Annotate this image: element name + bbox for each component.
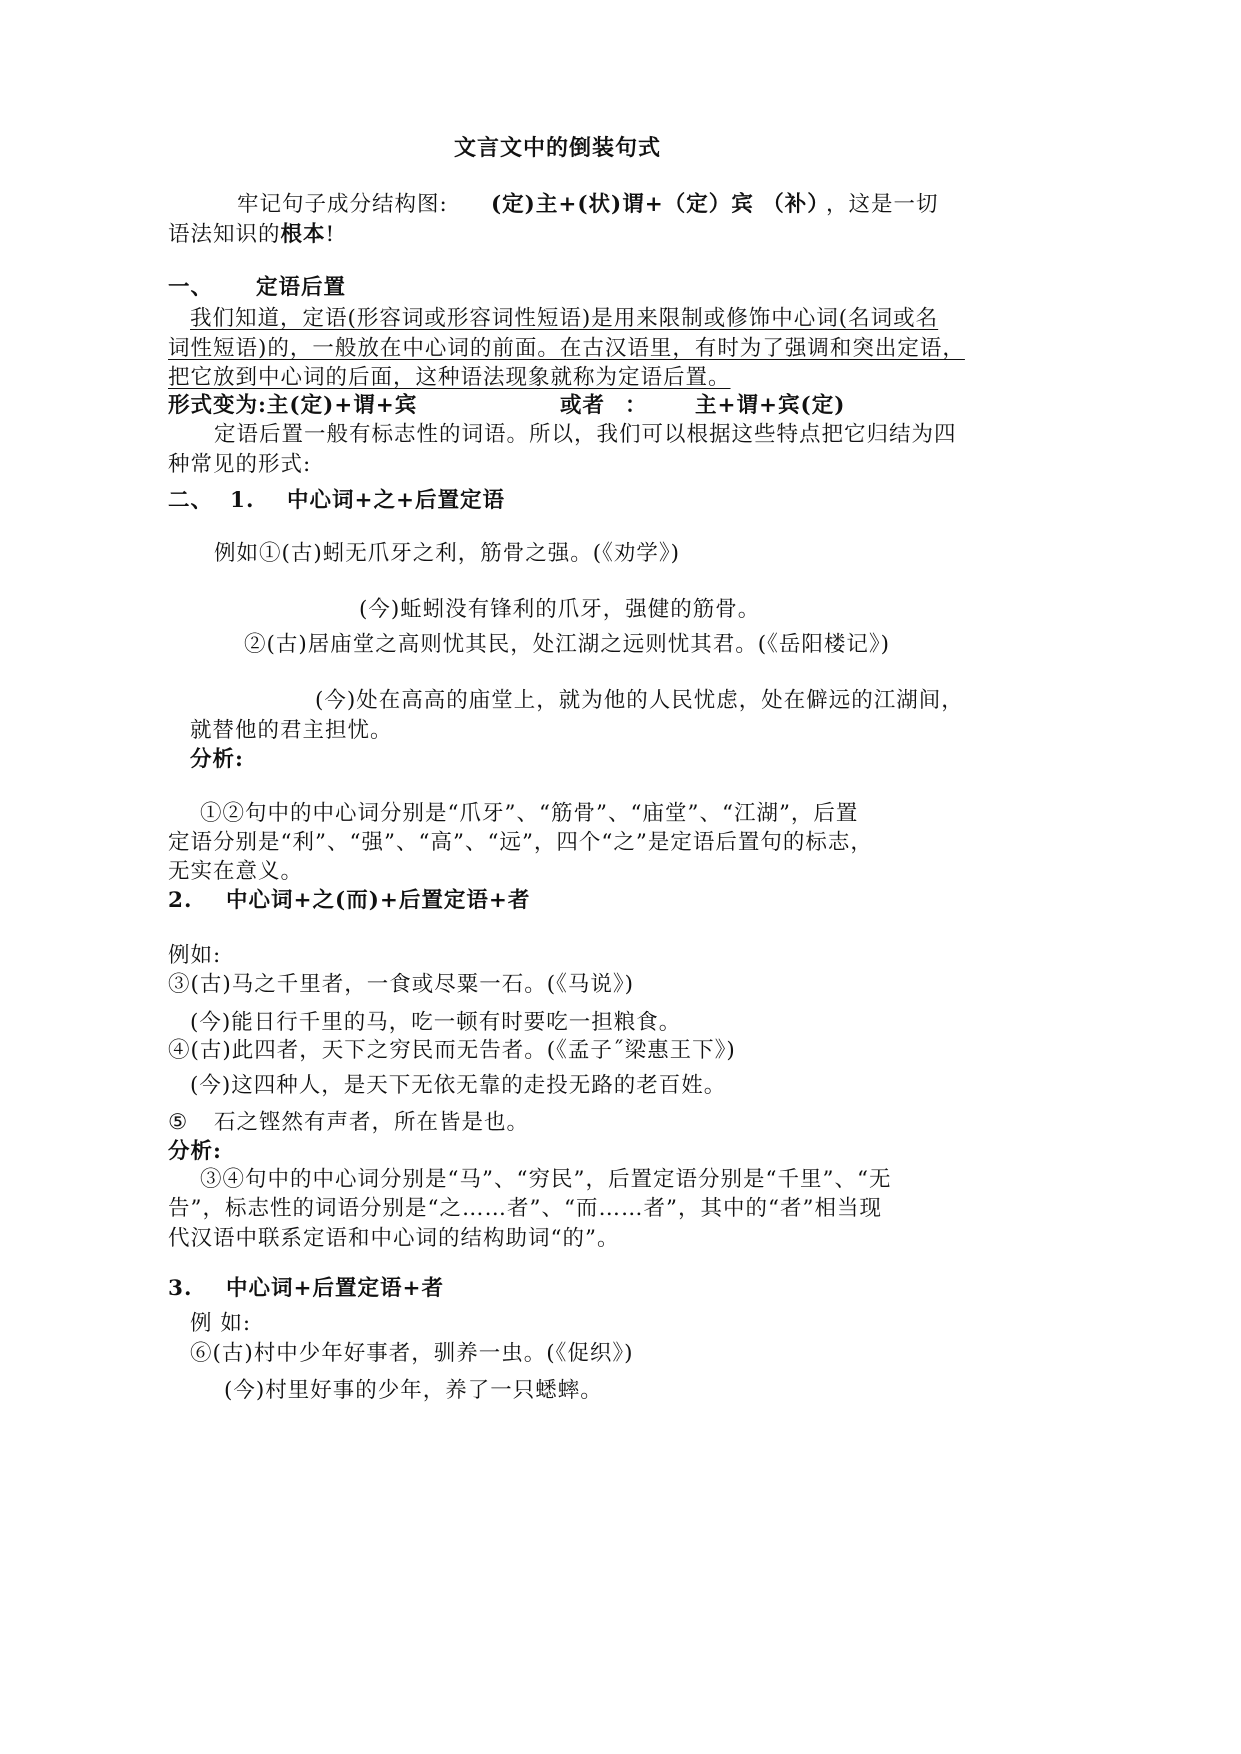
subsection-number: 3.: [168, 1276, 193, 1301]
intro-text-span: !: [325, 222, 336, 247]
example-number: ⑤: [168, 1110, 189, 1135]
subsection-number: 1.: [230, 488, 255, 513]
analysis-label: 分析:: [190, 747, 244, 772]
definition-line: 词性短语)的，一般放在中心词的前面。在古汉语里，有时为了强调和突出定语，: [168, 336, 965, 361]
subsection-heading: 中心词+后置定语+者: [226, 1276, 445, 1301]
example-modern: (今)这四种人，是天下无依无靠的走投无路的老百姓。: [190, 1073, 727, 1098]
example-ancient: 例如①(古)蚓无爪牙之利，筋骨之强。(《劝学》): [214, 541, 681, 566]
example-ancient: ③(古)马之千里者，一食或尽粟一石。(《马说》): [168, 972, 635, 997]
intro-text: [168, 220, 335, 250]
form-colon: ：: [625, 393, 648, 418]
example-label: 例 如:: [190, 1311, 252, 1336]
form-variant: 主+谓+宾(定): [695, 393, 846, 418]
analysis-line: 代汉语中联系定语和中心词的结构助词“的”。: [168, 1226, 620, 1251]
intro-bold-text: 根本: [280, 222, 326, 247]
subsection-heading: 中心词+之(而)+后置定语+者: [226, 888, 531, 913]
subsection-heading: 中心词+之+后置定语: [287, 488, 506, 513]
example-modern: (今)村里好事的少年，养了一只蟋蟀。: [224, 1378, 603, 1403]
example-ancient: 石之铿然有声者，所在皆是也。: [214, 1110, 530, 1135]
analysis-line: ①②句中的中心词分别是“爪牙”、“筋骨”、“庙堂”、“江湖”，后置: [200, 801, 859, 826]
example-ancient: ④(古)此四者，天下之穷民而无告者。(《孟子˝梁惠王下》): [168, 1038, 736, 1063]
analysis-line: 告”，标志性的词语分别是“之……者”、“而……者”，其中的“者”相当现: [168, 1196, 882, 1221]
note-line: 种常见的形式:: [168, 452, 312, 477]
intro-text-span: 语法知识的: [168, 222, 281, 247]
analysis-line: ③④句中的中心词分别是“马”、“穷民”，后置定语分别是“千里”、“无: [200, 1167, 892, 1192]
example-modern: 就替他的君主担忧。: [190, 718, 393, 743]
example-ancient: ②(古)居庙堂之高则忧其民，处江湖之远则忧其君。(《岳阳楼记》): [244, 632, 891, 657]
example-modern: (今)处在高高的庙堂上，就为他的人民忧虑，处在僻远的江湖间，: [315, 688, 964, 713]
form-variant: 形式变为:主(定)+谓+宾: [168, 393, 418, 418]
sentence-structure-formula: (定)主+(状)谓+（定）宾 （补）: [491, 192, 830, 217]
analysis-label: 分析:: [168, 1139, 222, 1164]
example-ancient: ⑥(古)村中少年好事者，驯养一虫。(《促织》): [190, 1341, 634, 1366]
section-number: 二、: [168, 488, 214, 513]
note-line: 定语后置一般有标志性的词语。所以，我们可以根据这些特点把它归结为四: [214, 422, 957, 447]
section-heading: 定语后置: [256, 275, 347, 300]
definition-line: 把它放到中心词的后面，这种语法现象就称为定语后置。: [168, 365, 731, 390]
page-title: 文言文中的倒装句式: [454, 135, 662, 161]
intro-text: 牢记句子成分结构图:: [237, 192, 448, 217]
definition-line: 我们知道，定语(形容词或形容词性短语)是用来限制或修饰中心词(名词或名: [190, 306, 939, 331]
intro-text: ，这是一切: [826, 192, 939, 217]
example-modern: (今)能日行千里的马，吃一顿有时要吃一担粮食。: [190, 1010, 682, 1035]
example-label: 例如:: [168, 943, 222, 968]
subsection-number: 2.: [168, 888, 193, 913]
form-or: 或者: [560, 393, 606, 418]
analysis-line: 定语分别是“利”、“强”、“高”、“远”，四个“之”是定语后置句的标志，: [168, 830, 873, 855]
example-modern: (今)蚯蚓没有锋利的爪牙，强健的筋骨。: [359, 597, 761, 622]
analysis-line: 无实在意义。: [168, 859, 304, 884]
section-number: 一、: [168, 275, 214, 300]
